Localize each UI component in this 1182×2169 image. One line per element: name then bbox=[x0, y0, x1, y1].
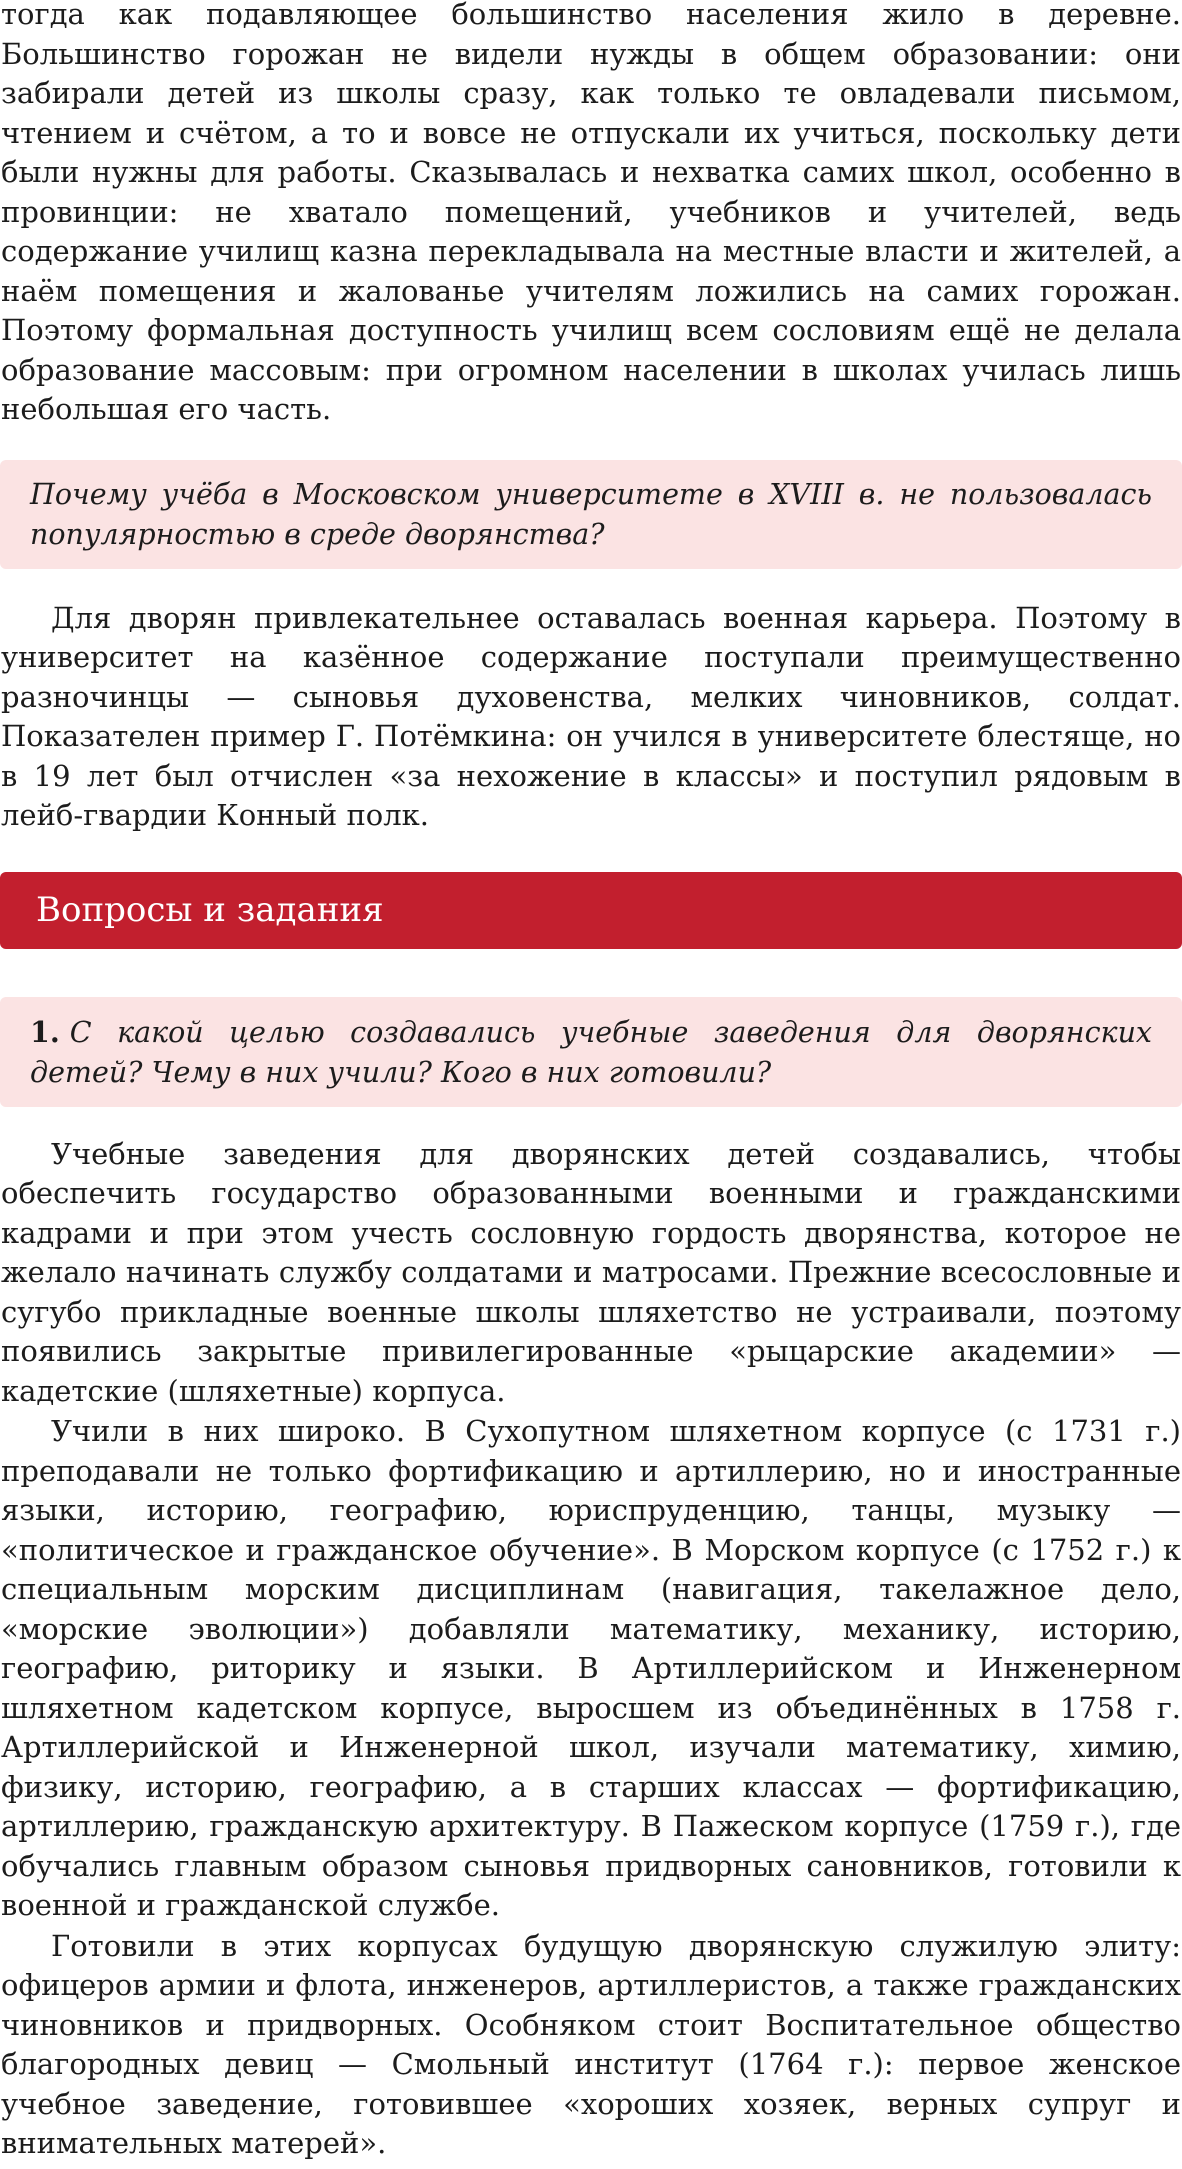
answer-paragraph-2: Учили в них широко. В Сухопутном шляхетном корпусе (с 1731 г.) преподавали не только фортификацию и артиллерию, но и иностранные языки, историю, географию, юриспруденцию, танцы, музыку — «политическое и гражданское обучение». В Морском корпусе (с 1752 г.) к специальным морским дисциплинам (навигация, такелажное дело, «морские эволюции») добавляли математику, механику, историю, географию, риторику и языки. В Артиллерийском и Инженерном шляхетном кадетском корпусе, выросшем из объединённых в 1758 г. Артиллерийской и Инженерной школ, изучали математику, химию, физику, историю, географию, а в старших классах — фортификацию, артиллерию, гражданскую архитектуру. В Пажеском корпусе (1759 г.), где обучались главным образом сыновья придворных сановников, готовили к военной и гражданской службе. bbox=[1, 1414, 1181, 1922]
question-box bbox=[0, 460, 1182, 569]
answer-paragraph-3: Готовили в этих корпусах будущую дворянскую служилую элиту: офицеров армии и флота, инженеров, артиллеристов, а также гражданских чиновников и придворных. Особняком стоит Воспитательное общество благородных девиц — Смольный институт (1764 г.): первое женское учебное заведение, готовившее «хороших хозяек, верных супруг и внимательных матерей». bbox=[1, 1928, 1181, 2160]
section-header bbox=[0, 872, 1182, 949]
question-answer-paragraph: Для дворян привлекательнее оставалась военная карьера. Поэтому в университет на казённое содержание поступали преимущественно разночинцы — сыновья духовенства, мелких чиновников, солдат. Показателен пример Г. Потёмкина: он учился в университете блестяще, но в 19 лет был отчислен «за нехожение в классы» и поступил рядовым в лейб-гвардии Конный полк. bbox=[1, 600, 1181, 832]
task-text: С какой целью создавались учебные заведения для дворянских детей? Чему в них учили? Кого в них готовили? bbox=[30, 1015, 1152, 1089]
task-number: 1. bbox=[30, 1014, 60, 1049]
question-text: Почему учёба в Московском университете в XVIII в. не пользовалась популярностью в среде дворянства? bbox=[30, 477, 1152, 551]
task-text-container bbox=[30, 1012, 1152, 1093]
intro-paragraph: тогда как подавляющее большинство населения жило в деревне. Большинство горожан не видели нужды в общем образовании: они забирали детей из школы сразу, как только те овладевали письмом, чтением и счётом, а то и вовсе не отпускали их учиться, поскольку дети были нужны для работы. Сказывалась и нехватка самих школ, особенно в провинции: не хватало помещений, учебников и учителей, ведь содержание училищ казна перекладывала на местные власти и жителей, а наём помещения и жалованье учителям ложились на самих горожан. Поэтому формальная доступность училищ всем сословиям ещё не делала образование массовым: при огромном населении в школах училась лишь небольшая его часть. bbox=[1, 0, 1181, 426]
task-box bbox=[0, 997, 1182, 1107]
answer-paragraph-1: Учебные заведения для дворянских детей создавались, чтобы обеспечить государство образованными военными и гражданскими кадрами и при этом учесть сословную гордость дворянства, которое не желало начинать службу солдатами и матросами. Прежние всесословные и сугубо прикладные военные школы шляхетство не устраивали, поэтому появились закрытые привилегированные «рыцарские академии» — кадетские (шляхетные) корпуса. bbox=[1, 1136, 1181, 1408]
section-title: Вопросы и задания bbox=[36, 890, 384, 930]
